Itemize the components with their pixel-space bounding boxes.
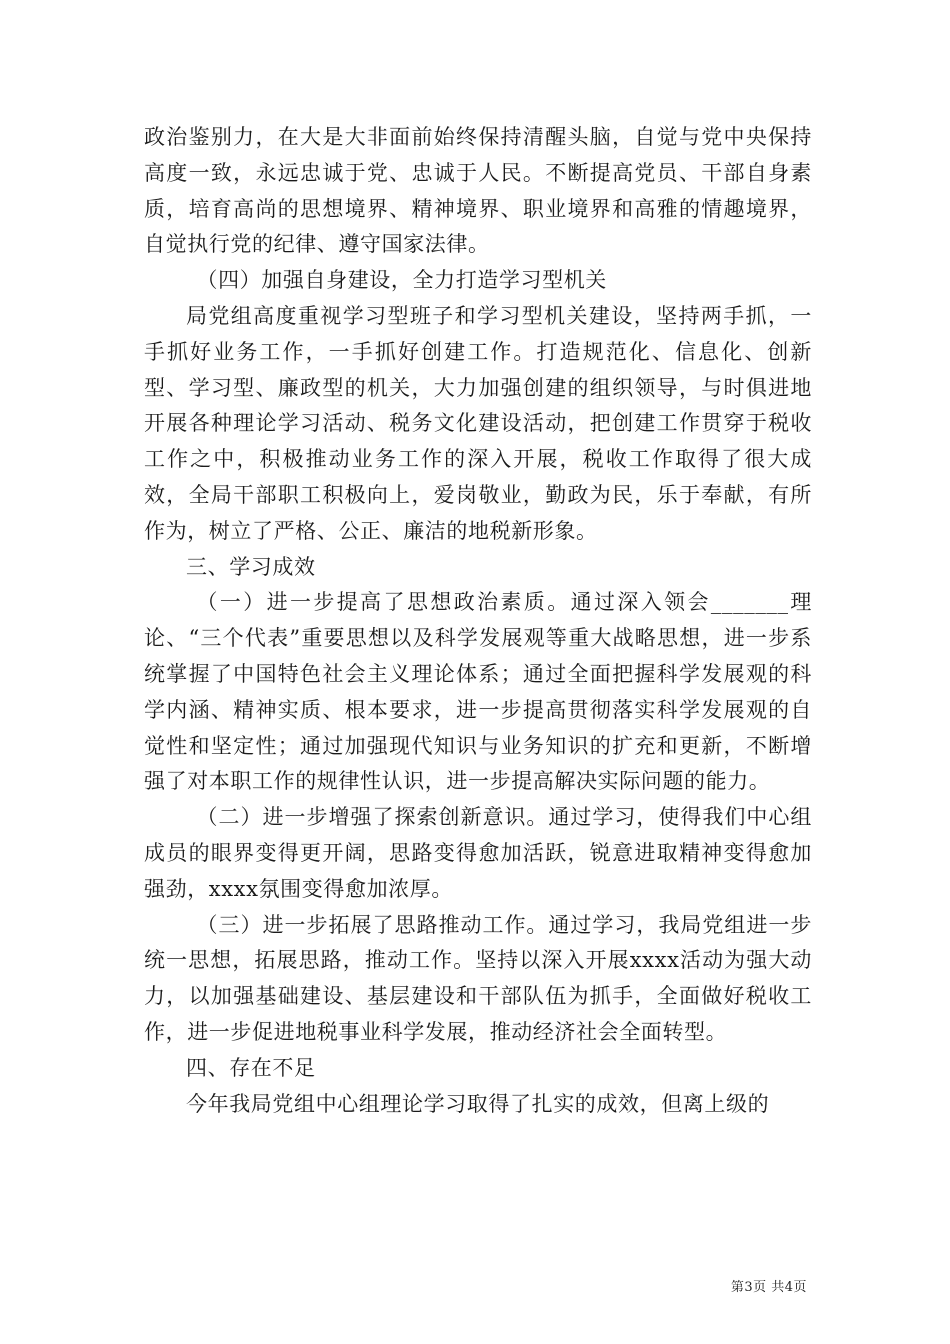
paragraph-learning-organization: 局党组高度重视学习型班子和学习型机关建设，坚持两手抓，一手抓好业务工作，一手抓好创建工作。打造规范化、信息化、创新型、学习型、廉政型的机关，大力加强创建的组织领导，与时俱进地开展各种理论学习活动、税务文化建设活动，把创建工作贯穿于税收工作之中，积极推动业务工作的深入开展，税收工作取得了很大成效，全局干部职工积极向上，爱岗敬业，勤政为民，乐于奉献，有所作为，树立了严格、公正、廉洁的地税新形象。 [144, 303, 812, 543]
heading-shortcomings: 四、存在不足 [186, 1055, 316, 1080]
heading-learning-results: 三、学习成效 [186, 554, 316, 579]
paragraph-result-2: （二）进一步增强了探索创新意识。通过学习，使得我们中心组成员的眼界变得更开阔，思路变得愈加活跃，锐意进取精神变得愈加强劲，xxxx氛围变得愈加浓厚。 [144, 805, 812, 901]
heading-section-4: （四）加强自身建设，全力打造学习型机关 [196, 268, 607, 293]
paragraph-result-3: （三）进一步拓展了思路推动工作。通过学习，我局党组进一步统一思想，拓展思路，推动工作。坚持以深入开展xxxx活动为强大动力，以加强基础建设、基层建设和干部队伍为抓手，全面做好税收工作，进一步促进地税事业科学发展，推动经济社会全面转型。 [144, 912, 812, 1044]
paragraph-shortcomings: 今年我局党组中心组理论学习取得了扎实的成效，但离上级的 [186, 1091, 770, 1116]
paragraph-result-1: （一）进一步提高了思想政治素质。通过深入领会_______理论、“三个代表”重要思想以及科学发展观等重大战略思想，进一步系统掌握了中国特色社会主义理论体系；通过全面把握科学发展观的科学内涵、精神实质、根本要求，进一步提高贯彻落实科学发展观的自觉性和坚定性；通过加强现代知识与业务知识的扩充和更新，不断增强了对本职工作的规律性认识，进一步提高解决实际问题的能力。 [144, 590, 812, 794]
body-text [144, 120, 812, 1122]
page-number-footer: 第3页 共4页 [730, 1280, 807, 1295]
paragraph-continuation: 政治鉴别力，在大是大非面前始终保持清醒头脑，自觉与党中央保持高度一致，永远忠诚于党、忠诚于人民。不断提高党员、干部自身素质，培育高尚的思想境界、精神境界、职业境界和高雅的情趣境界，自觉执行党的纪律、遵守国家法律。 [144, 125, 812, 257]
